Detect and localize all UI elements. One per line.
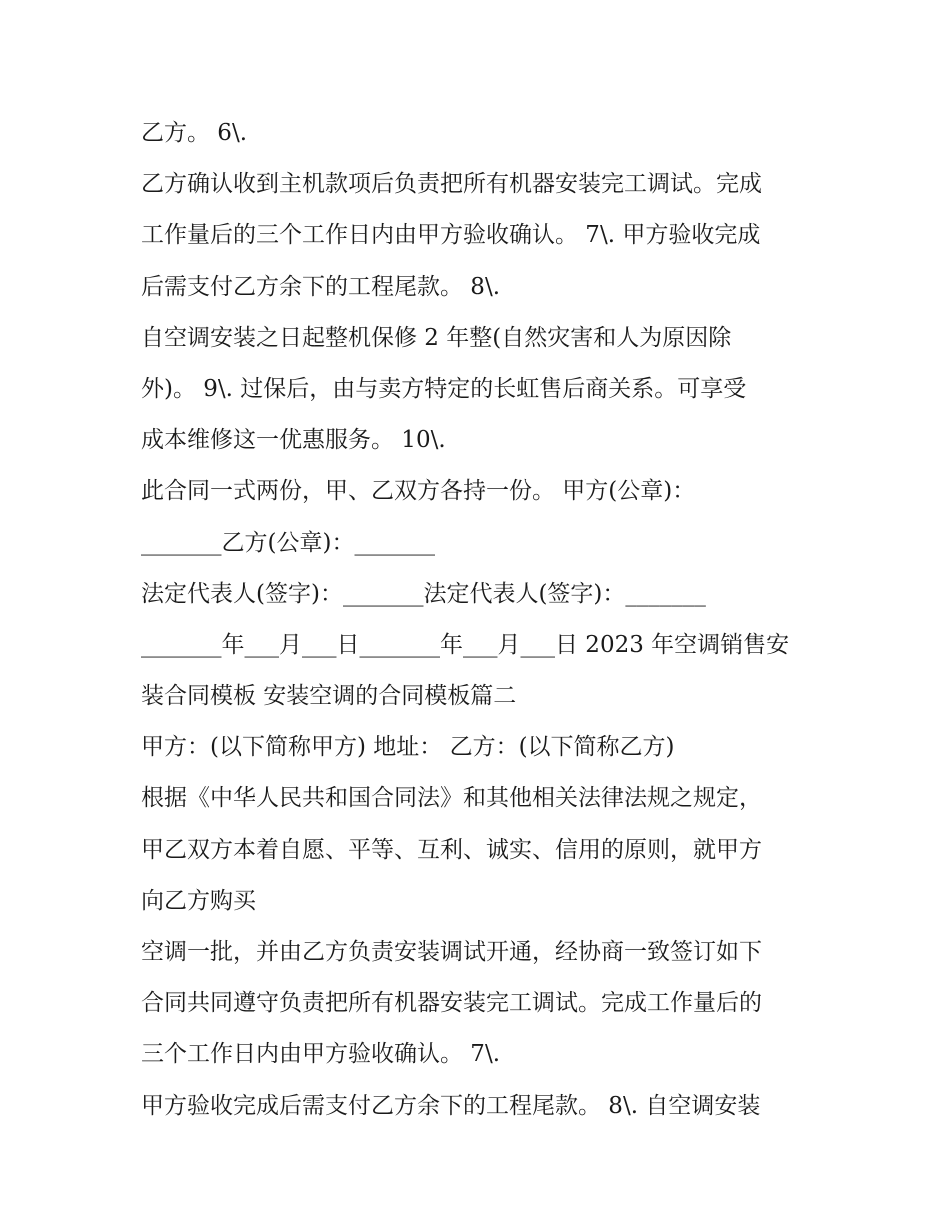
text-line: 后需支付乙方余下的工程尾款。 8\. [141, 273, 501, 300]
text-line: 甲方验收完成后需支付乙方余下的工程尾款。 8\. 自空调安装 [141, 1092, 761, 1119]
text-line: 工作量后的三个工作日内由甲方验收确认。 7\. 甲方验收完成 [141, 222, 761, 249]
text-line: 装合同模板 安装空调的合同模板篇二 [141, 683, 517, 710]
text-line: 自空调安装之日起整机保修 2 年整(自然灾害和人为原因除 [141, 324, 732, 351]
text-line: 空调一批，并由乙方负责安装调试开通，经协商一致签订如下 [141, 939, 762, 965]
text-line: 乙方确认收到主机款项后负责把所有机器安装完工调试。完成 [141, 171, 762, 198]
contract-text [141, 108, 831, 1132]
text-line: 根据《中华人民共和国合同法》和其他相关法律法规之规定， [141, 785, 762, 812]
text-line: 乙方。 6\. [141, 120, 248, 146]
text-line: 外)。 9\. 过保后，由与卖方特定的长虹售后商关系。可享受 [141, 375, 747, 402]
text-line: 合同共同遵守负责把所有机器安装完工调试。完成工作量后的 [141, 990, 762, 1017]
text-line: 三个工作日内由甲方验收确认。 7\. [141, 1041, 501, 1068]
text-line: _______乙方(公章)：_______ [141, 529, 435, 556]
text-line: 甲方：(以下简称甲方) 地址： 乙方：(以下简称乙方) [141, 734, 675, 761]
text-line: 成本维修这一优惠服务。 10\. [141, 427, 446, 454]
text-line: 甲乙双方本着自愿、平等、互利、诚实、信用的原则，就甲方 [141, 836, 762, 863]
text-line: 法定代表人(签字)：_______法定代表人(签字)：_______ [141, 580, 706, 607]
text-line: 此合同一式两份，甲、乙双方各持一份。 甲方(公章)： [141, 478, 696, 505]
text-line: 向乙方购买 [141, 887, 256, 914]
text-line: _______年___月___日_______年___月___日 2023 年空调销售安 [141, 631, 790, 658]
